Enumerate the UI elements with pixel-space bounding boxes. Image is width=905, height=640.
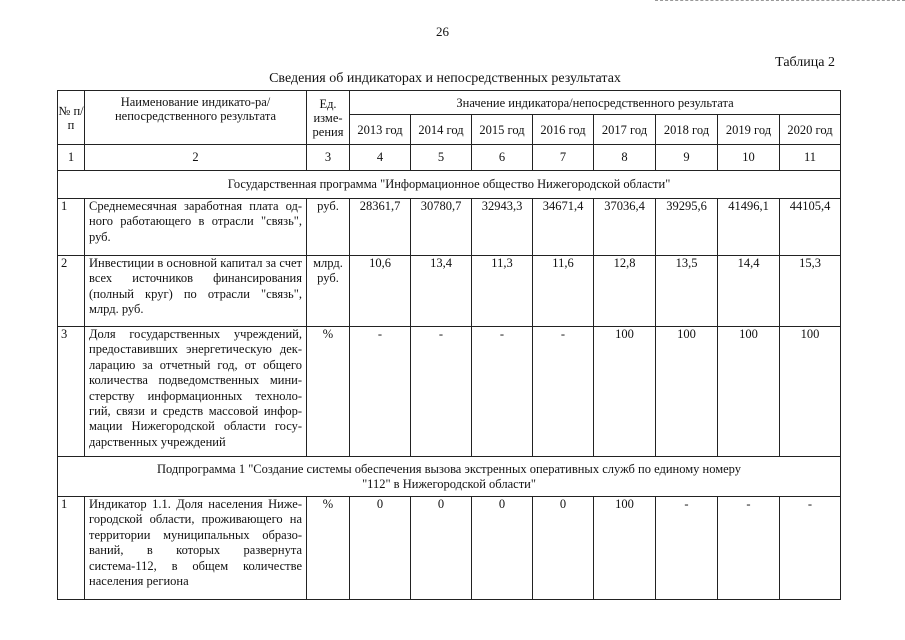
column-number: 10 [718, 145, 780, 171]
header-value: Значение индикатора/непосредственного результата [350, 91, 841, 115]
column-number: 5 [411, 145, 472, 171]
indicator-unit: руб. [307, 199, 350, 256]
indicator-value: 13,4 [411, 256, 472, 327]
column-number: 4 [350, 145, 411, 171]
indicator-value: 100 [718, 327, 780, 457]
section-title-line: "112" в Нижегородской области" [362, 476, 536, 491]
indicator-value: 12,8 [594, 256, 656, 327]
row-number: 1 [58, 199, 85, 256]
indicator-value: 41496,1 [718, 199, 780, 256]
header-year: 2019 год [718, 115, 780, 145]
table-row [58, 327, 841, 457]
indicator-value: 100 [594, 497, 656, 600]
column-number: 7 [533, 145, 594, 171]
indicator-value: - [533, 327, 594, 457]
header-year: 2017 год [594, 115, 656, 145]
column-number: 1 [58, 145, 85, 171]
section-title [58, 457, 841, 497]
row-number: 2 [58, 256, 85, 327]
indicator-value: 13,5 [656, 256, 718, 327]
indicator-value: 10,6 [350, 256, 411, 327]
row-number: 1 [58, 497, 85, 600]
indicator-value: 11,6 [533, 256, 594, 327]
indicator-name: Индикатор 1.1. Доля населения Ниже-городской области, проживающего на территории муниципальных образо-ваний, в которых развернута система-112, в общем количестве населения региона [85, 497, 307, 600]
row-number: 3 [58, 327, 85, 457]
column-number: 8 [594, 145, 656, 171]
indicator-value: 37036,4 [594, 199, 656, 256]
indicator-value: - [350, 327, 411, 457]
indicator-value: - [411, 327, 472, 457]
column-number: 9 [656, 145, 718, 171]
indicators-table [57, 90, 841, 600]
header-num: № п/п [58, 91, 85, 145]
header-year: 2020 год [780, 115, 841, 145]
section-title: Государственная программа "Информационное общество Нижегородской области" [58, 171, 841, 199]
section-row [58, 457, 841, 497]
indicator-value: - [472, 327, 533, 457]
table-title: Сведения об индикаторах и непосредственных результатах [269, 71, 621, 86]
indicator-value: 39295,6 [656, 199, 718, 256]
indicator-name: Доля государственных учреждений, предоставивших энергетическую дек-ларацию за отчетный год, от общего количества подведомственных мини-стерству информационных техноло-гий, связи и средств массовой инфор-мации Нижегородской области госу-дарственных учреждений [85, 327, 307, 457]
indicator-unit: % [307, 327, 350, 457]
column-number: 3 [307, 145, 350, 171]
indicator-value: 100 [656, 327, 718, 457]
indicator-value: 14,4 [718, 256, 780, 327]
column-number: 11 [780, 145, 841, 171]
indicator-value: 15,3 [780, 256, 841, 327]
indicator-value: 0 [533, 497, 594, 600]
section-title-line: Подпрограмма 1 "Создание системы обеспечения вызова экстренных оперативных служб по единому номеру [157, 461, 741, 476]
indicator-value: 34671,4 [533, 199, 594, 256]
column-number: 6 [472, 145, 533, 171]
table-row [58, 256, 841, 327]
indicator-value: 30780,7 [411, 199, 472, 256]
indicator-name: Инвестиции в основной капитал за счет всех источников финансирования (полный круг) по отрасли "связь", млрд. руб. [85, 256, 307, 327]
indicator-value: 0 [411, 497, 472, 600]
indicator-name: Среднемесячная заработная плата од-ного работающего в отрасли "связь", руб. [85, 199, 307, 256]
indicator-value: 100 [594, 327, 656, 457]
section-row [58, 171, 841, 199]
indicator-unit: % [307, 497, 350, 600]
column-number: 2 [85, 145, 307, 171]
indicator-value: - [656, 497, 718, 600]
indicator-value: 28361,7 [350, 199, 411, 256]
header-year: 2014 год [411, 115, 472, 145]
indicator-value: 100 [780, 327, 841, 457]
indicator-value: 44105,4 [780, 199, 841, 256]
header-name: Наименование индикато-ра/непосредственного результата [85, 91, 307, 145]
page-number: 26 [436, 24, 449, 39]
column-numbers-row [58, 145, 841, 171]
table-row [58, 497, 841, 600]
header-year: 2016 год [533, 115, 594, 145]
indicator-value: 32943,3 [472, 199, 533, 256]
header-year: 2015 год [472, 115, 533, 145]
indicator-value: - [780, 497, 841, 600]
table-label: Таблица 2 [775, 55, 835, 70]
header-unit: Ед. изме-рения [307, 91, 350, 145]
indicator-unit: млрд. руб. [307, 256, 350, 327]
indicator-value: 11,3 [472, 256, 533, 327]
scan-edge-line [655, 0, 905, 1]
indicator-value: - [718, 497, 780, 600]
header-year: 2013 год [350, 115, 411, 145]
table-row [58, 199, 841, 256]
indicator-value: 0 [350, 497, 411, 600]
header-year: 2018 год [656, 115, 718, 145]
indicator-value: 0 [472, 497, 533, 600]
